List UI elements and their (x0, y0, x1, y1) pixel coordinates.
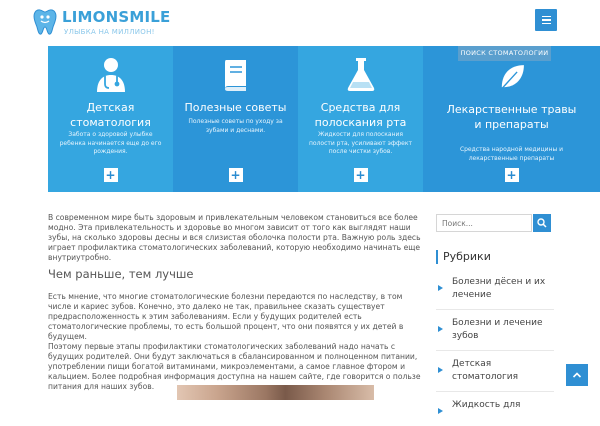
arrow-right-icon (438, 326, 443, 332)
intro-text (48, 213, 424, 263)
tooth-logo-icon[interactable] (30, 7, 60, 37)
category-link[interactable]: Болезни дёсен и их лечение (436, 276, 554, 310)
article-photo (177, 385, 374, 400)
panel-text: Полезные советы по уходу за зубами и деснами. (188, 118, 283, 134)
panel-plus-button[interactable] (229, 168, 243, 182)
chevron-up-icon (572, 370, 582, 380)
site-header (0, 0, 600, 44)
brand-name[interactable]: LIMONSMILE (62, 8, 171, 26)
category-link[interactable]: Детская стоматология (436, 358, 554, 392)
panel-plus-button[interactable] (505, 168, 519, 182)
panel-text: Средства народной медицины и лекарственные препараты (459, 146, 564, 162)
categories-title: Рубрики (436, 250, 491, 264)
doctor-icon (91, 54, 131, 94)
panel-title: Средства для полоскания рта (314, 101, 407, 129)
leaf-icon (495, 60, 529, 94)
section-heading: Чем раньше, тем лучше (48, 267, 194, 281)
panel-text: Забота о здоровой улыбке ребенка начинается еще до его рождения. (59, 131, 162, 155)
feature-panels (48, 46, 600, 192)
search-button[interactable] (533, 214, 551, 232)
hamburger-icon (542, 16, 551, 18)
arrow-right-icon (438, 285, 443, 291)
plus-icon: + (105, 168, 116, 182)
panel-title: Полезные советы (184, 101, 287, 114)
category-link[interactable]: Болезни и лечение зубов (436, 317, 554, 351)
search-icon (537, 218, 547, 228)
book-icon (216, 54, 256, 94)
panel-useful-tips[interactable] (173, 46, 298, 192)
category-link[interactable]: Жидкость для (436, 399, 554, 419)
plus-icon: + (506, 168, 517, 182)
body-paragraph-2: Поэтому первые этапы профилактики стоматологических заболеваний надо начать с будущих родителей. Они будут заключаться в сбалансированном и полноценном питании, употреблении пищи богатой витаминами, микроэлементами, а самое главное фтором и кальцием. Более подробная информация доступна на нашем сайте, где говорится о пользе питания для наших зубов. (48, 342, 421, 391)
plus-icon: + (230, 168, 241, 182)
panel-plus-button[interactable] (354, 168, 368, 182)
panel-title: Лекарственные травы и препараты (446, 103, 577, 131)
categories-list (436, 276, 554, 426)
body-paragraph: Есть мнение, что многие стоматологические болезни передаются по наследству, в том числе и кариес зубов. Конечно, это далеко не так, правильнее сказать существует предрасположенность к этим заболеваниям. Если у будущих родителей есть стоматологические проблемы, то есть большой процент, что они появятся у их детей в будущем. (48, 292, 404, 341)
dentistry-search-tab[interactable]: ПОИСК СТОМАТОЛОГИИ (458, 46, 551, 61)
scroll-to-top-button[interactable] (566, 364, 588, 386)
panel-plus-button[interactable] (104, 168, 118, 182)
search-input[interactable] (436, 214, 532, 232)
panel-herbs[interactable] (423, 46, 600, 192)
brand-tagline: УЛЫБКА НА МИЛЛИОН! (64, 28, 155, 36)
panel-title: Детская стоматология (70, 101, 151, 129)
intro-paragraph: В современном мире быть здоровым и привлекательным человеком становиться все более модно. Эта привлекательность и здоровье во многом зависит от того как выглядят наши зубы, на сколько здоровы десны и вся слизистая оболочка полости рта. Важную роль здесь играет профилактика стоматологических заболеваний, которую необходимо начинать еще внутриутробно. (48, 213, 421, 262)
menu-button[interactable] (535, 9, 557, 31)
arrow-right-icon (438, 408, 443, 414)
plus-icon: + (355, 168, 366, 182)
body-text (48, 292, 424, 392)
flask-icon (341, 54, 381, 94)
panel-kids-dentistry[interactable] (48, 46, 173, 192)
panel-text: Жидкости для полоскания полости рта, усиливают эффект после чистки зубов. (308, 131, 412, 155)
arrow-right-icon (438, 367, 443, 373)
panel-mouthwash[interactable] (298, 46, 423, 192)
